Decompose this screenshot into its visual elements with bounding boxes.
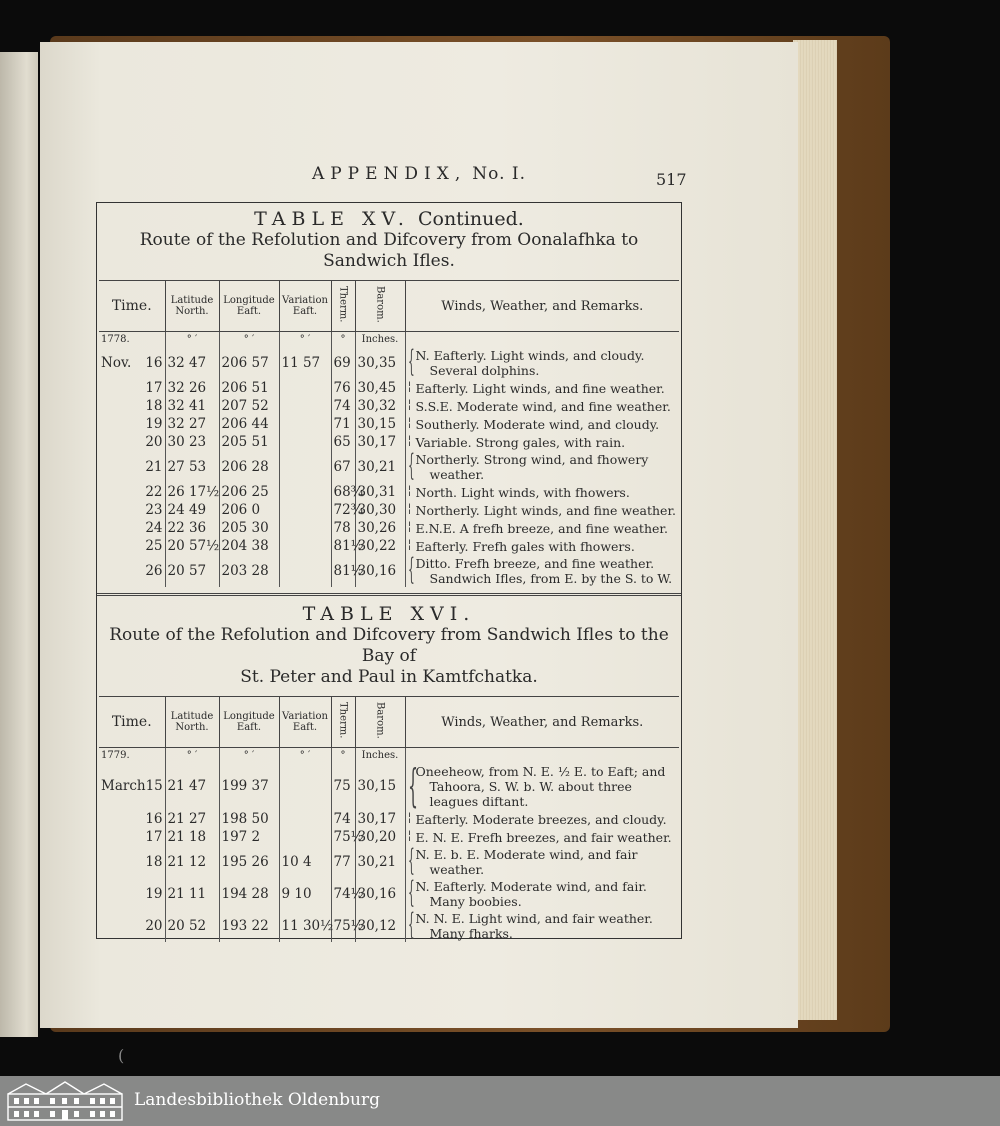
- time-cell: [99, 379, 165, 397]
- time-cell: [99, 537, 165, 555]
- remark-line: N. N. E. Light wind, and fair weather.: [415, 911, 653, 926]
- barom-cell: 30,15: [355, 763, 405, 810]
- therm-cell: 77: [331, 846, 355, 878]
- unit-year: 1778.: [101, 334, 130, 345]
- table-header-row: [99, 281, 679, 332]
- latitude-cell: 32 47: [165, 347, 219, 379]
- therm-cell: 72¾: [331, 501, 355, 519]
- table-separator: [97, 593, 681, 596]
- latitude-cell: 20 52: [165, 910, 219, 942]
- latitude-cell: 30 23: [165, 433, 219, 451]
- barom-cell: 30,30: [355, 501, 405, 519]
- table-row: [99, 519, 679, 537]
- barom-cell: 30,16: [355, 555, 405, 587]
- unit-lon: ° ′: [219, 748, 279, 764]
- library-building-icon: [6, 1080, 124, 1122]
- header-variation: Variation Eaft.: [279, 281, 331, 332]
- running-head-title: APPENDIX,: [311, 164, 467, 184]
- time-cell: [99, 415, 165, 433]
- table-xvi-title-block: [97, 604, 681, 688]
- day-label: 18: [145, 853, 163, 870]
- header-remarks: Winds, Weather, and Remarks.: [405, 281, 679, 332]
- table-header-row: [99, 697, 679, 748]
- time-cell: [99, 810, 165, 828]
- unit-barom: Inches.: [355, 748, 405, 764]
- header-variation: Variation Eaft.: [279, 697, 331, 748]
- latitude-cell: 24 49: [165, 501, 219, 519]
- header-barom: Barom.: [355, 697, 405, 748]
- remarks-cell: [405, 501, 679, 519]
- header-time: Time.: [99, 697, 165, 748]
- table-row: [99, 379, 679, 397]
- variation-cell: [279, 415, 331, 433]
- month-label: Nov.: [101, 354, 132, 371]
- header-time: Time.: [99, 281, 165, 332]
- variation-cell: [279, 828, 331, 846]
- table-xvi-title: TABLE XVI.: [302, 603, 476, 625]
- remarks-cell: [405, 379, 679, 397]
- table-xv-route-line-2: Sandwich Ifles.: [323, 251, 455, 271]
- longitude-cell: 205 30: [219, 519, 279, 537]
- stray-mark: (: [118, 1046, 125, 1065]
- table-row: [99, 433, 679, 451]
- longitude-cell: 197 2: [219, 828, 279, 846]
- barom-cell: 30,15: [355, 415, 405, 433]
- brace-mark: {: [407, 448, 415, 483]
- remark-line: Southerly. Moderate wind, and cloudy.: [415, 416, 660, 432]
- table-row: [99, 555, 679, 587]
- brace-mark: {: [407, 344, 415, 379]
- longitude-cell: 203 28: [219, 555, 279, 587]
- remark-line: N. E. b. E. Moderate wind, and fair: [415, 847, 638, 862]
- unit-year: 1779.: [101, 750, 130, 761]
- remarks-cell: [405, 828, 679, 846]
- day-label: 23: [145, 501, 163, 518]
- remark-line: Variable. Strong gales, with rain.: [415, 434, 626, 450]
- latitude-cell: 21 27: [165, 810, 219, 828]
- time-cell: [99, 763, 165, 810]
- running-head-number: No. I.: [472, 164, 527, 184]
- tables-frame: [96, 202, 682, 942]
- unit-lon: ° ′: [219, 332, 279, 348]
- variation-cell: [279, 810, 331, 828]
- longitude-cell: 206 57: [219, 347, 279, 379]
- barom-cell: 30,45: [355, 379, 405, 397]
- header-latitude: Latitude North.: [165, 697, 219, 748]
- remark-line: Tahoora, S. W. b. W. about three: [429, 779, 632, 794]
- header-therm: Therm.: [331, 697, 355, 748]
- barom-cell: 30,16: [355, 878, 405, 910]
- remarks-cell: [405, 537, 679, 555]
- table-xv-route-line-1: Route of the Refolution and Difcovery from Oonalafhka to: [139, 230, 639, 250]
- longitude-cell: 206 25: [219, 483, 279, 501]
- remark-line: E.N.E. A frefh breeze, and fine weather.: [415, 520, 668, 536]
- therm-cell: 74: [331, 397, 355, 415]
- day-label: 25: [145, 537, 163, 554]
- rule-mark: ¦: [407, 519, 412, 533]
- longitude-cell: 205 51: [219, 433, 279, 451]
- latitude-cell: 32 41: [165, 397, 219, 415]
- brace-mark: {: [407, 552, 415, 587]
- barom-cell: 30,21: [355, 451, 405, 483]
- barom-cell: 30,17: [355, 433, 405, 451]
- therm-cell: 74: [331, 810, 355, 828]
- table-xv: [99, 280, 679, 587]
- rule-mark: ¦: [407, 828, 412, 842]
- remark-line: N. Eafterly. Light winds, and cloudy.: [415, 348, 645, 363]
- day-label: 19: [145, 415, 163, 432]
- variation-cell: [279, 501, 331, 519]
- remark-line: Several dolphins.: [429, 363, 540, 378]
- time-cell: [99, 910, 165, 942]
- table-row: [99, 483, 679, 501]
- rule-mark: ¦: [407, 379, 412, 393]
- therm-cell: 68¾: [331, 483, 355, 501]
- remarks-cell: [405, 907, 679, 942]
- therm-cell: 74½: [331, 878, 355, 910]
- time-cell: [99, 501, 165, 519]
- table-row: [99, 878, 679, 910]
- therm-cell: 65: [331, 433, 355, 451]
- table-row: [99, 451, 679, 483]
- variation-cell: [279, 763, 331, 810]
- barom-cell: 30,20: [355, 828, 405, 846]
- table-row: [99, 910, 679, 942]
- remark-line: weather.: [429, 467, 485, 482]
- footer-bar: [0, 1076, 1000, 1126]
- book-page: [40, 42, 798, 1028]
- time-cell: [99, 519, 165, 537]
- variation-cell: [279, 397, 331, 415]
- table-xvi-body: [99, 759, 679, 942]
- time-cell: [99, 828, 165, 846]
- header-longitude: Longitude Eaft.: [219, 697, 279, 748]
- latitude-cell: 21 11: [165, 878, 219, 910]
- latitude-cell: 20 57½: [165, 537, 219, 555]
- remark-line: Eafterly. Moderate breezes, and cloudy.: [415, 811, 667, 827]
- barom-cell: 30,21: [355, 846, 405, 878]
- remark-line: Northerly. Strong wind, and fhowery: [415, 452, 649, 467]
- latitude-cell: 32 26: [165, 379, 219, 397]
- variation-cell: [279, 433, 331, 451]
- library-name: Landesbibliothek Oldenburg: [134, 1090, 381, 1110]
- variation-cell: 11 30½: [279, 910, 331, 942]
- longitude-cell: 206 44: [219, 415, 279, 433]
- remark-line: Ditto. Frefh breeze, and fine weather.: [415, 556, 655, 571]
- latitude-cell: 21 47: [165, 763, 219, 810]
- remarks-cell: [405, 433, 679, 451]
- remark-line: Eafterly. Light winds, and fine weather.: [415, 380, 665, 396]
- day-label: 24: [145, 519, 163, 536]
- header-longitude: Longitude Eaft.: [219, 281, 279, 332]
- remark-line: Many boobies.: [429, 894, 522, 909]
- remark-line: weather.: [429, 862, 485, 877]
- left-page-edge: [0, 52, 38, 1037]
- header-therm: Therm.: [331, 281, 355, 332]
- table-xv-title: TABLE XV.: [254, 208, 410, 230]
- latitude-cell: 27 53: [165, 451, 219, 483]
- table-row: [99, 810, 679, 828]
- therm-cell: 71: [331, 415, 355, 433]
- therm-cell: 81½: [331, 555, 355, 587]
- barom-cell: 30,31: [355, 483, 405, 501]
- brace-mark: {: [407, 843, 415, 878]
- table-xv-body: [99, 344, 679, 587]
- remarks-cell: [405, 552, 679, 587]
- time-cell: [99, 397, 165, 415]
- therm-cell: 76: [331, 379, 355, 397]
- table-row: [99, 846, 679, 878]
- table-row: [99, 537, 679, 555]
- month-label: March: [101, 778, 146, 794]
- longitude-cell: 199 37: [219, 763, 279, 810]
- unit-lat: ° ′: [165, 748, 219, 764]
- remarks-cell: [405, 397, 679, 415]
- longitude-cell: 193 22: [219, 910, 279, 942]
- table-xv-title-block: [97, 209, 681, 272]
- latitude-cell: 32 27: [165, 415, 219, 433]
- remarks-cell: [405, 519, 679, 537]
- longitude-cell: 206 28: [219, 451, 279, 483]
- page-number: 517: [656, 170, 687, 189]
- day-label: 20: [145, 433, 163, 450]
- therm-cell: 75½: [331, 910, 355, 942]
- remarks-cell: [405, 759, 679, 812]
- latitude-cell: 20 57: [165, 555, 219, 587]
- day-label: 26: [145, 562, 163, 579]
- unit-barom: Inches.: [355, 332, 405, 348]
- longitude-cell: 204 38: [219, 537, 279, 555]
- table-xvi-route-line-2: St. Peter and Paul in Kamtfchatka.: [240, 667, 538, 687]
- variation-cell: 10 4: [279, 846, 331, 878]
- day-label: 18: [145, 397, 163, 414]
- table-row: [99, 763, 679, 810]
- units-row: [99, 332, 679, 348]
- therm-cell: 81½: [331, 537, 355, 555]
- table-row: [99, 397, 679, 415]
- table-xvi: [99, 696, 679, 942]
- remarks-cell: [405, 415, 679, 433]
- remark-line: E. N. E. Frefh breezes, and fair weather.: [415, 829, 672, 845]
- remarks-cell: [405, 875, 679, 910]
- table-row: [99, 347, 679, 379]
- barom-cell: 30,22: [355, 537, 405, 555]
- longitude-cell: 195 26: [219, 846, 279, 878]
- latitude-cell: 26 17½: [165, 483, 219, 501]
- therm-cell: 69: [331, 347, 355, 379]
- remark-line: N. Eafterly. Moderate wind, and fair.: [415, 879, 647, 894]
- remark-line: North. Light winds, with fhowers.: [415, 484, 630, 500]
- time-cell: [99, 846, 165, 878]
- unit-var: ° ′: [279, 748, 331, 764]
- barom-cell: 30,32: [355, 397, 405, 415]
- day-label: 22: [145, 483, 163, 500]
- remark-line: Sandwich Ifles, from E. by the S. to W.: [429, 571, 673, 586]
- remarks-cell: [405, 483, 679, 501]
- day-label: 19: [145, 885, 163, 902]
- rule-mark: ¦: [407, 537, 412, 551]
- time-cell: [99, 451, 165, 483]
- variation-cell: [279, 483, 331, 501]
- remarks-cell: [405, 810, 679, 828]
- table-xv-subtitle: Continued.: [417, 208, 524, 230]
- barom-cell: 30,35: [355, 347, 405, 379]
- variation-cell: [279, 451, 331, 483]
- longitude-cell: 194 28: [219, 878, 279, 910]
- day-label: 21: [145, 458, 163, 475]
- header-latitude: Latitude North.: [165, 281, 219, 332]
- remark-line: Oneeheow, from N. E. ½ E. to Eaft; and: [415, 764, 666, 779]
- brace-mark: {: [407, 907, 415, 942]
- latitude-cell: 21 18: [165, 828, 219, 846]
- unit-var: ° ′: [279, 332, 331, 348]
- header-barom: Barom.: [355, 281, 405, 332]
- rule-mark: ¦: [407, 501, 412, 515]
- barom-cell: 30,12: [355, 910, 405, 942]
- day-label: 17: [145, 828, 163, 845]
- therm-cell: 75: [331, 763, 355, 810]
- barom-cell: 30,17: [355, 810, 405, 828]
- remark-line: Many fharks.: [429, 926, 513, 941]
- unit-therm: °: [331, 332, 355, 348]
- brace-mark: {: [407, 759, 418, 812]
- therm-cell: 75½: [331, 828, 355, 846]
- day-label: 16: [145, 810, 163, 827]
- remark-line: S.S.E. Moderate wind, and fine weather.: [415, 398, 671, 414]
- rule-mark: ¦: [407, 397, 412, 411]
- unit-lat: ° ′: [165, 332, 219, 348]
- variation-cell: [279, 555, 331, 587]
- table-row: [99, 415, 679, 433]
- longitude-cell: 198 50: [219, 810, 279, 828]
- variation-cell: [279, 537, 331, 555]
- rule-mark: ¦: [407, 415, 412, 429]
- time-cell: [99, 878, 165, 910]
- longitude-cell: 206 51: [219, 379, 279, 397]
- brace-mark: {: [407, 875, 415, 910]
- units-row: [99, 748, 679, 764]
- remarks-cell: [405, 448, 679, 483]
- barom-cell: 30,26: [355, 519, 405, 537]
- remarks-cell: [405, 344, 679, 379]
- variation-cell: [279, 379, 331, 397]
- unit-therm: °: [331, 748, 355, 764]
- time-cell: [99, 483, 165, 501]
- therm-cell: 78: [331, 519, 355, 537]
- remark-line: Northerly. Light winds, and fine weather.: [415, 502, 677, 518]
- longitude-cell: 207 52: [219, 397, 279, 415]
- latitude-cell: 22 36: [165, 519, 219, 537]
- table-row: [99, 828, 679, 846]
- rule-mark: ¦: [407, 433, 412, 447]
- remarks-cell: [405, 843, 679, 878]
- rule-mark: ¦: [407, 810, 412, 824]
- table-xvi-route-line-1: Route of the Refolution and Difcovery from Sandwich Ifles to the Bay of: [109, 625, 669, 666]
- remark-line: Eafterly. Frefh gales with fhowers.: [415, 538, 635, 554]
- time-cell: [99, 347, 165, 379]
- day-label: 20: [145, 917, 163, 934]
- variation-cell: [279, 519, 331, 537]
- remark-line: leagues diftant.: [429, 794, 529, 809]
- page-edges: [793, 40, 837, 1020]
- day-label: 15: [145, 778, 163, 794]
- time-cell: [99, 433, 165, 451]
- table-row: [99, 501, 679, 519]
- variation-cell: 11 57: [279, 347, 331, 379]
- therm-cell: 67: [331, 451, 355, 483]
- header-remarks: Winds, Weather, and Remarks.: [405, 697, 679, 748]
- latitude-cell: 21 12: [165, 846, 219, 878]
- rule-mark: ¦: [407, 483, 412, 497]
- longitude-cell: 206 0: [219, 501, 279, 519]
- time-cell: [99, 555, 165, 587]
- day-label: 16: [145, 354, 163, 371]
- variation-cell: 9 10: [279, 878, 331, 910]
- day-label: 17: [145, 379, 163, 396]
